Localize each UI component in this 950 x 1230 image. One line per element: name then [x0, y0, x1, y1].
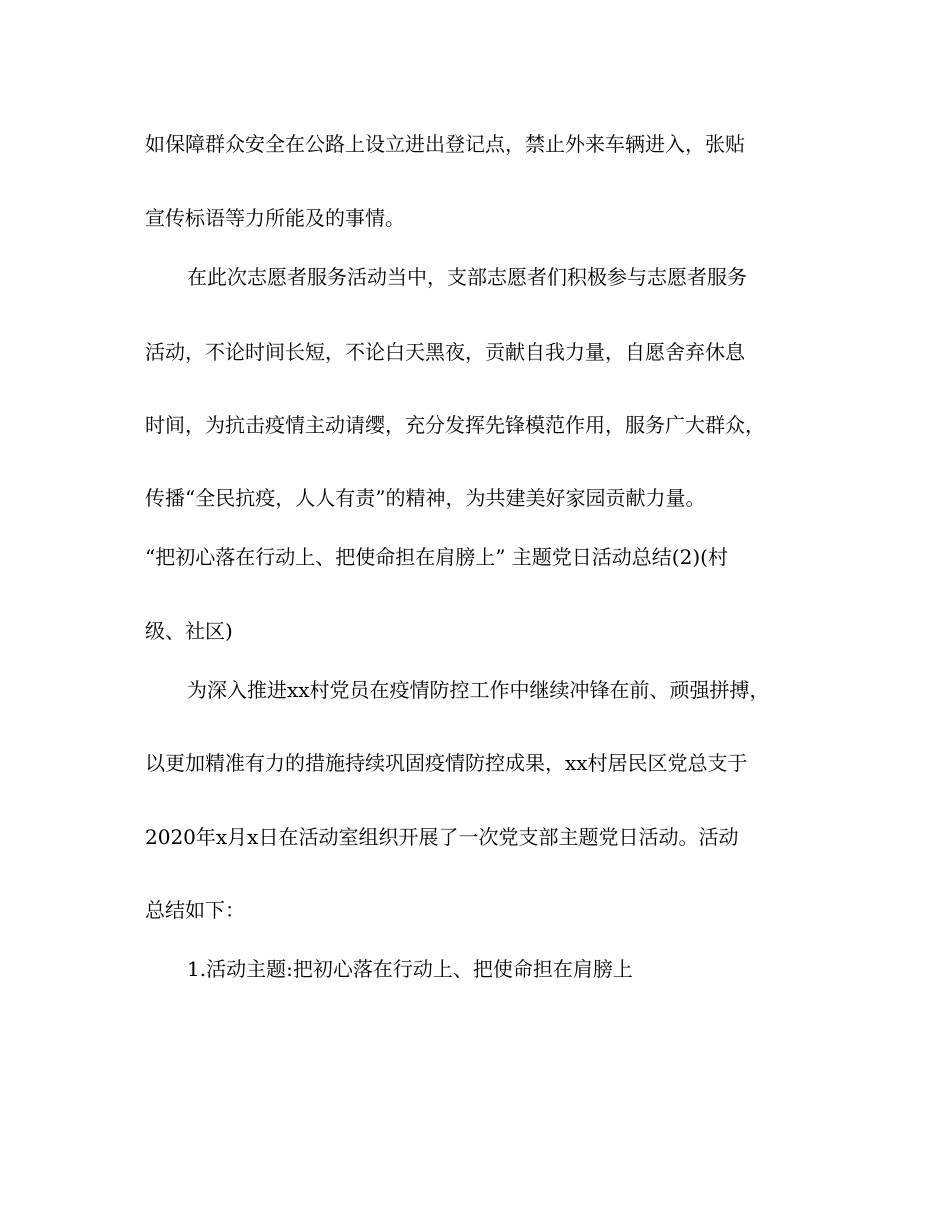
paragraph-line: 总结如下：: [145, 898, 245, 922]
paragraph-line: 2020年x月x日在活动室组织开展了一次党支部主题党日活动。活动: [145, 825, 739, 849]
paragraph-line: 宣传标语等力所能及的事情。: [145, 206, 405, 230]
paragraph-line: 以更加精准有力的措施持续巩固疫情防控成果，xx村居民区党总支于: [145, 751, 748, 775]
paragraph-line: 活动，不论时间长短，不论白天黑夜，贡献自我力量，自愿舍弃休息: [145, 340, 745, 364]
paragraph-line: 为深入推进xx村党员在疫情防控工作中继续冲锋在前、顽强拼搏，: [187, 678, 770, 702]
section-heading-continued: 级、社区): [145, 619, 233, 643]
paragraph-line: 如保障群众安全在公路上设立进出登记点，禁止外来车辆进入，张贴: [145, 132, 745, 156]
list-item: 1.活动主题:把初心落在行动上、把使命担在肩膀上: [187, 957, 633, 981]
paragraph-line: 时间，为抗击疫情主动请缨，充分发挥先锋模范作用，服务广大群众，: [145, 413, 765, 437]
section-heading: “把初心落在行动上、把使命担在肩膀上” 主题党日活动总结(2)(村: [145, 545, 728, 569]
paragraph-line: 传播“全民抗疫，人人有责”的精神，为共建美好家园贡献力量。: [145, 486, 706, 510]
paragraph-line: 在此次志愿者服务活动当中，支部志愿者们积极参与志愿者服务: [187, 265, 747, 289]
